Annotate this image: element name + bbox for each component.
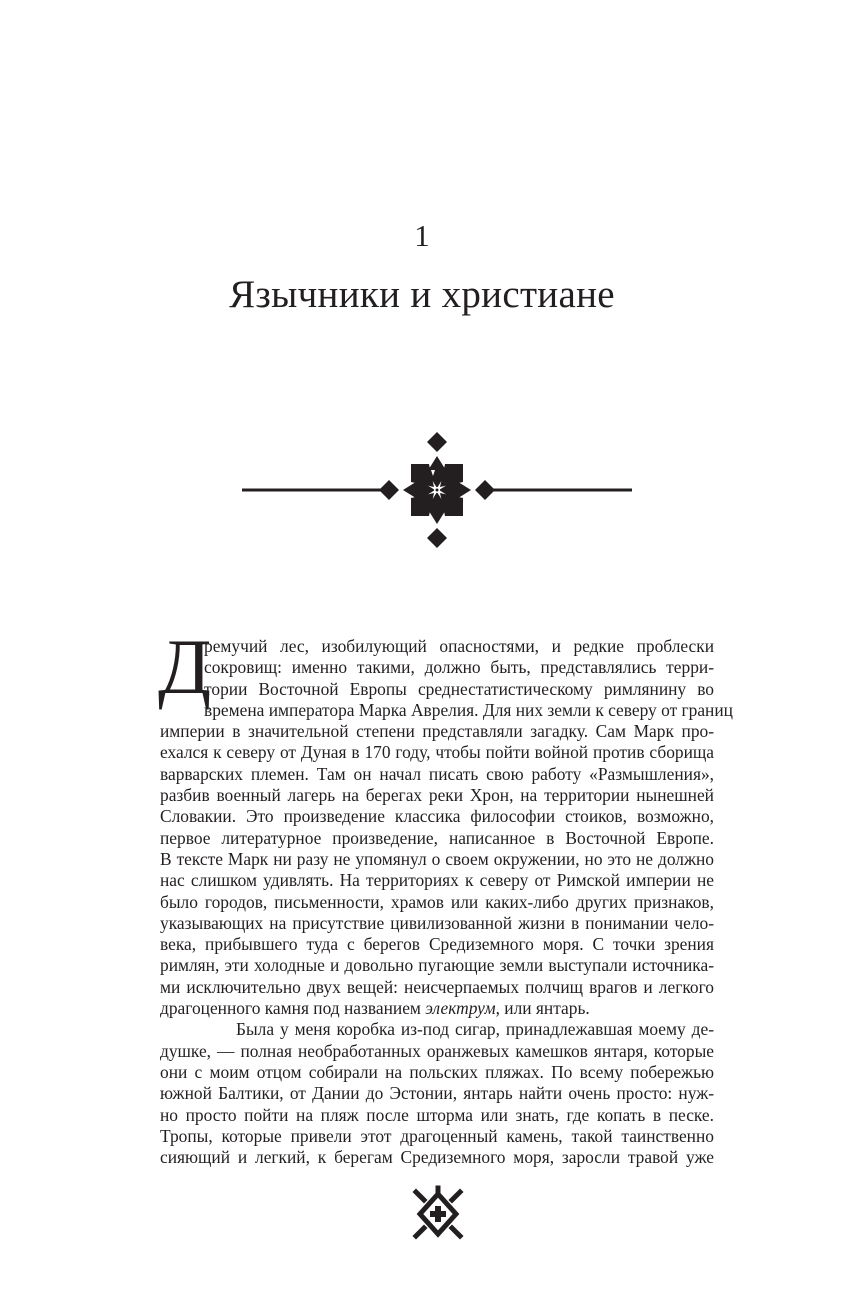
- text-line: века, прибывшего туда с берегов Средиземного моря. С точки зрения: [160, 934, 714, 955]
- text-line: нас слишком удивлять. На территориях к северу от Римской империи не: [160, 870, 714, 891]
- text-line: было городов, письменности, храмов или каких-либо других признаков,: [160, 891, 714, 912]
- text-line: империи в значительной степени представляли загадку. Сам Марк про-: [160, 721, 714, 742]
- paragraph-1: [158, 623, 733, 1019]
- chapter-title: Язычники и христиане: [229, 273, 615, 316]
- text-line: сияющий и легкий, к берегам Средиземного моря, заросли травой уже: [160, 1147, 714, 1168]
- text-line: сокровищ: именно такими, должно быть, представлялись терри-: [204, 657, 714, 678]
- text-line: ремучий лес, изобилующий опасностями, и редкие проблески: [204, 636, 714, 656]
- paragraph-2: [160, 1019, 714, 1168]
- text-line: Тропы, которые привели этот драгоценный камень, такой таинственно: [160, 1125, 714, 1146]
- text-line: они с моим отцом собирали на польских пляжах. По всему побережью: [160, 1061, 714, 1082]
- text-line: тории Восточной Европы среднестатистическому римлянину во: [204, 678, 714, 699]
- text-line: южной Балтики, от Дании до Эстонии, янтарь найти очень просто: нуж-: [160, 1083, 714, 1104]
- text-line: ми исключительно двух вещей: неисчерпаемых полчищ врагов и легкого: [160, 976, 714, 997]
- body-text: [158, 623, 733, 1168]
- text-line: ехался к северу от Дуная в 170 году, чтобы пойти войной против сборища: [160, 742, 714, 763]
- text-line: душке, — полная необработанных оранжевых камешков янтаря, которые: [160, 1040, 714, 1061]
- text-segment: драгоценного камня под названием: [160, 998, 426, 1019]
- text-line: римлян, эти холодные и довольно пугающие земли выступали источника-: [160, 955, 714, 976]
- diamond-knot-ornament-icon: [408, 1184, 468, 1244]
- chapter-number: 1: [414, 218, 430, 253]
- text-line: разбив военный лагерь на берегах реки Хрон, на территории нынешней: [160, 785, 714, 806]
- text-line: указывающих на присутствие цивилизованной жизни в понимании чело-: [160, 912, 714, 933]
- text-segment: , или янтарь.: [495, 998, 590, 1019]
- text-line: В тексте Марк ни разу не упомянул о своем окружении, но это не должно: [160, 848, 714, 869]
- text-line: варварских племен. Там он начал писать свою работу «Размышления»,: [160, 763, 714, 784]
- drop-cap: Д: [158, 623, 210, 710]
- text-line: [160, 998, 714, 1019]
- text-line: Словакии. Это произведение классика философии стоиков, возможно,: [160, 806, 714, 827]
- snowflake-ornament-icon: [242, 432, 632, 548]
- text-line: но просто пойти на пляж после шторма или знать, где копать в песке.: [160, 1104, 714, 1125]
- italic-term: электрум: [425, 998, 496, 1019]
- text-line: первое литературное произведение, написанное в Восточной Европе.: [160, 827, 714, 848]
- text-line: времена императора Марка Аврелия. Для них земли к северу от границ: [204, 699, 733, 720]
- text-line: Была у меня коробка из-под сигар, принадлежавшая моему де-: [236, 1019, 714, 1040]
